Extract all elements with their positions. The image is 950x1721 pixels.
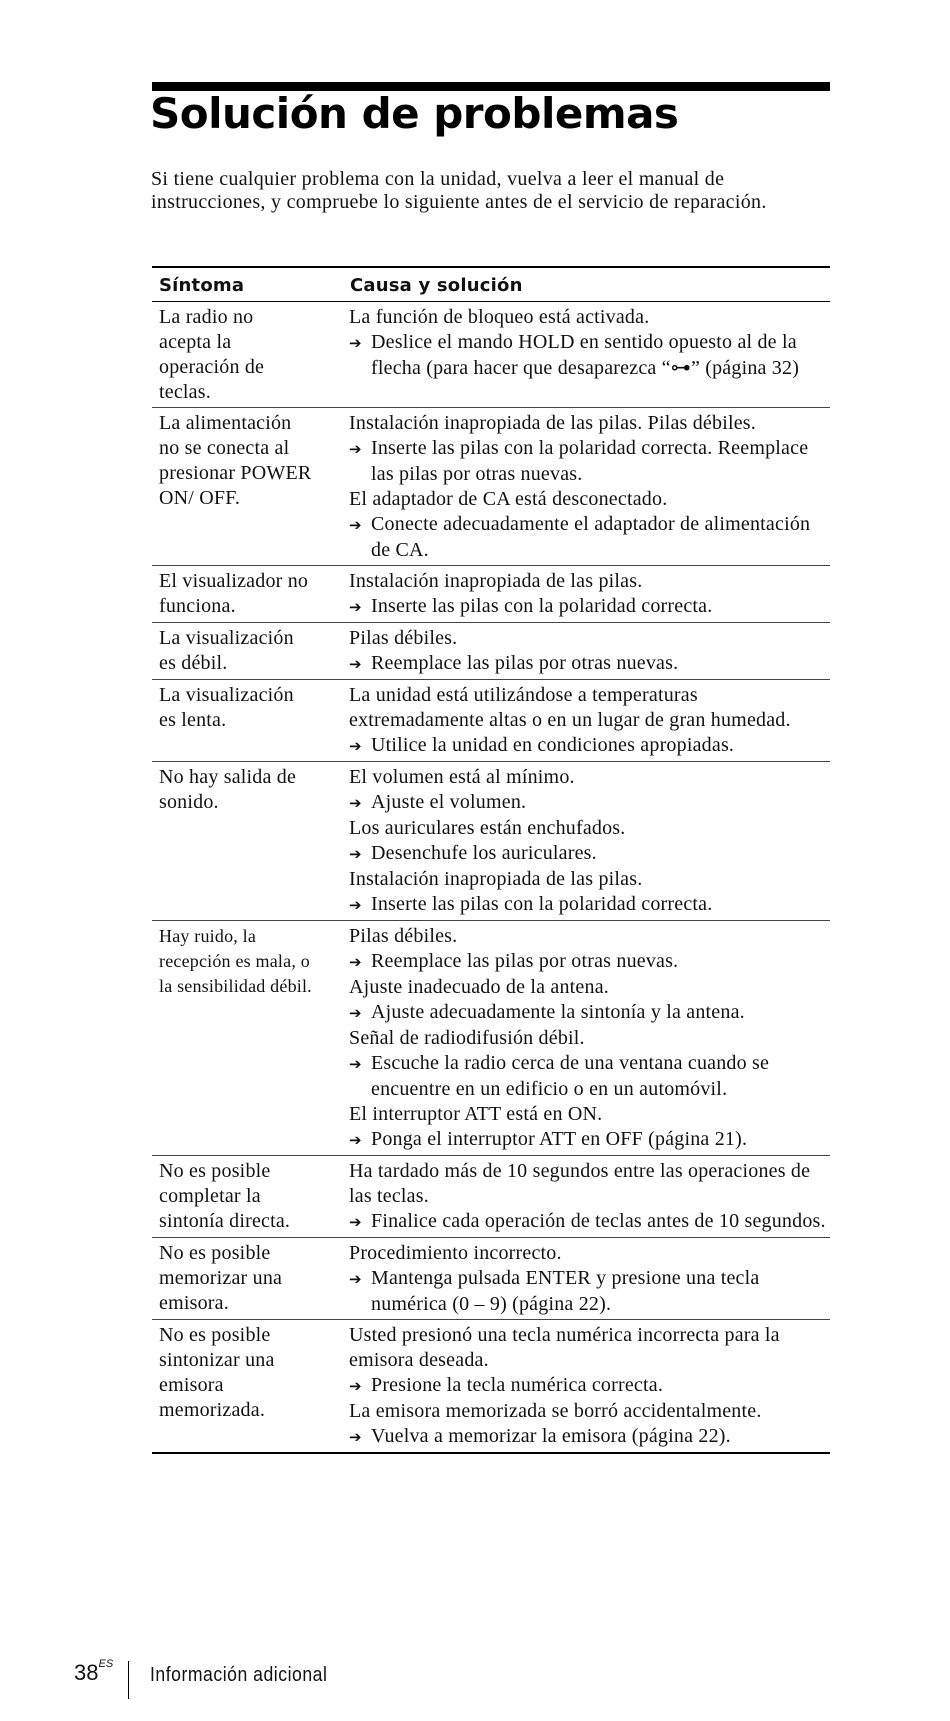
solution-text: Inserte las pilas con la polaridad correcta. — [371, 893, 713, 915]
cause-item — [349, 765, 828, 790]
solution-text: Ponga el interruptor ATT en OFF (página 21). — [371, 1128, 748, 1150]
symptom-text: operación de — [159, 356, 265, 378]
table-row — [152, 921, 830, 1156]
arrow-right-icon: ➔ — [349, 598, 362, 616]
arrow-right-icon: ➔ — [349, 440, 362, 458]
symptom-text: ON/ OFF. — [159, 487, 241, 509]
symptom-text: sintonía directa. — [159, 1210, 291, 1232]
cause-text: Usted presionó una tecla numérica incorrecta para la emisora deseada. — [349, 1324, 780, 1371]
cause-cell — [343, 566, 830, 623]
cause-cell — [343, 1156, 830, 1238]
symptom-text: emisora. — [159, 1292, 229, 1314]
solution-item — [349, 330, 828, 381]
solution-item — [349, 651, 828, 677]
symptom-text: La visualización — [159, 627, 294, 649]
arrow-right-icon: ➔ — [349, 1213, 362, 1231]
symptom-cell — [152, 302, 343, 408]
table-body — [152, 302, 830, 1454]
arrow-right-icon: ➔ — [349, 1270, 362, 1288]
troubleshooting-table — [152, 266, 830, 1454]
symptom-text: La alimentación — [159, 412, 292, 434]
solution-text: Vuelva a memorizar la emisora (página 22). — [371, 1425, 731, 1447]
solution-text: Ajuste el volumen. — [371, 791, 527, 813]
table-row — [152, 302, 830, 408]
cause-item — [349, 1323, 828, 1373]
cause-cell — [343, 623, 830, 680]
cause-text: El interruptor ATT está en ON. — [349, 1103, 603, 1125]
symptom-text: No hay salida de — [159, 766, 297, 788]
symptom-text: No es posible — [159, 1242, 271, 1264]
symptom-text: completar la — [159, 1185, 261, 1207]
cause-cell — [343, 1320, 830, 1454]
symptom-text: La radio no — [159, 306, 254, 328]
solution-text: Deslice el mando HOLD en sentido opuesto al de la flecha (para hacer que desaparezca “⊶” (página 32) — [371, 331, 800, 379]
solution-text: Desenchufe los auriculares. — [371, 842, 597, 864]
symptom-cell — [152, 566, 343, 623]
symptom-cell — [152, 623, 343, 680]
cause-text: Pilas débiles. — [349, 627, 458, 649]
solution-item — [349, 436, 828, 487]
cause-item — [349, 487, 828, 512]
table-row — [152, 566, 830, 623]
symptom-text: funciona. — [159, 595, 236, 617]
cause-text: La unidad está utilizándose a temperaturas extremadamente altas o en un lugar de gran humedad. — [349, 684, 791, 731]
page-title: Solución de problemas — [150, 89, 679, 138]
symptom-text: emisora — [159, 1374, 224, 1396]
cause-item — [349, 1102, 828, 1127]
symptom-cell — [152, 408, 343, 566]
symptom-cell — [152, 1320, 343, 1454]
symptom-text: No es posible — [159, 1324, 271, 1346]
intro-paragraph: Si tiene cualquier problema con la unidad, vuelva a leer el manual de instrucciones, y compruebe lo siguiente antes de el servicio de reparación. — [151, 168, 767, 213]
solution-text: Escuche la radio cerca de una ventana cuando se encuentre en un edificio o en un automóvil. — [371, 1052, 770, 1100]
cause-text: Ha tardado más de 10 segundos entre las operaciones de las teclas. — [349, 1160, 811, 1207]
solution-text: Utilice la unidad en condiciones apropiadas. — [371, 734, 735, 756]
cause-item — [349, 1159, 828, 1209]
cause-text: Pilas débiles. — [349, 925, 458, 947]
table-header-row — [152, 267, 830, 302]
cause-text: Instalación inapropiada de las pilas. Pilas débiles. — [349, 412, 756, 434]
footer-divider — [128, 1661, 129, 1699]
cause-column-header: Causa y solución — [343, 267, 830, 302]
symptom-text: acepta la — [159, 331, 232, 353]
cause-item — [349, 683, 828, 733]
footer-section-title: Información adicional — [150, 1664, 328, 1686]
cause-text: La emisora memorizada se borró accidentalmente. — [349, 1400, 762, 1422]
solution-text: Inserte las pilas con la polaridad correcta. — [371, 595, 713, 617]
arrow-right-icon: ➔ — [349, 1377, 362, 1395]
arrow-right-icon: ➔ — [349, 1004, 362, 1022]
solution-item — [349, 841, 828, 867]
solution-item — [349, 1424, 828, 1450]
symptom-text: La visualización — [159, 684, 294, 706]
symptom-text: recepción es mala, o — [159, 951, 310, 971]
symptom-text: memorizar una — [159, 1267, 283, 1289]
cause-cell — [343, 680, 830, 762]
cause-text: El volumen está al mínimo. — [349, 766, 575, 788]
cause-item — [349, 626, 828, 651]
solution-item — [349, 790, 828, 816]
table-row — [152, 408, 830, 566]
solution-item — [349, 1373, 828, 1399]
symptom-text: Hay ruido, la — [159, 926, 257, 946]
table-row — [152, 680, 830, 762]
symptom-text: teclas. — [159, 381, 211, 403]
cause-cell — [343, 408, 830, 566]
solution-text: Reemplace las pilas por otras nuevas. — [371, 950, 679, 972]
symptom-text: No es posible — [159, 1160, 271, 1182]
solution-item — [349, 1000, 828, 1026]
cause-item — [349, 305, 828, 330]
arrow-right-icon: ➔ — [349, 953, 362, 971]
symptom-cell — [152, 1238, 343, 1320]
cause-cell — [343, 921, 830, 1156]
symptom-text: presionar POWER — [159, 462, 312, 484]
cause-text: Señal de radiodifusión débil. — [349, 1027, 585, 1049]
cause-text: Los auriculares están enchufados. — [349, 817, 626, 839]
table-row — [152, 762, 830, 921]
cause-item — [349, 1241, 828, 1266]
cause-cell — [343, 302, 830, 408]
table-row — [152, 623, 830, 680]
solution-item — [349, 594, 828, 620]
symptom-text: El visualizador no — [159, 570, 309, 592]
table-row — [152, 1320, 830, 1454]
arrow-right-icon: ➔ — [349, 845, 362, 863]
cause-item — [349, 569, 828, 594]
symptom-text: no se conecta al — [159, 437, 290, 459]
cause-text: Procedimiento incorrecto. — [349, 1242, 562, 1264]
symptom-cell — [152, 1156, 343, 1238]
symptom-text: es lenta. — [159, 709, 227, 731]
symptom-text: sonido. — [159, 791, 219, 813]
cause-text: Instalación inapropiada de las pilas. — [349, 868, 643, 890]
symptom-cell — [152, 762, 343, 921]
symptom-text: memorizada. — [159, 1399, 266, 1421]
arrow-right-icon: ➔ — [349, 1428, 362, 1446]
cause-item — [349, 411, 828, 436]
solution-item — [349, 1209, 828, 1235]
solution-item — [349, 733, 828, 759]
cause-cell — [343, 1238, 830, 1320]
cause-text: El adaptador de CA está desconectado. — [349, 488, 668, 510]
solution-text: Conecte adecuadamente el adaptador de alimentación de CA. — [371, 513, 811, 561]
arrow-right-icon: ➔ — [349, 516, 362, 534]
arrow-right-icon: ➔ — [349, 334, 362, 352]
cause-text: La función de bloqueo está activada. — [349, 306, 650, 328]
solution-item — [349, 1127, 828, 1153]
symptom-column-header: Síntoma — [152, 267, 343, 302]
solution-item — [349, 512, 828, 563]
symptom-text: es débil. — [159, 652, 228, 674]
symptom-cell — [152, 921, 343, 1156]
cause-cell — [343, 762, 830, 921]
cause-text: Instalación inapropiada de las pilas. — [349, 570, 643, 592]
solution-text: Mantenga pulsada ENTER y presione una tecla numérica (0 – 9) (página 22). — [371, 1267, 760, 1315]
cause-item — [349, 975, 828, 1000]
symptom-text: sintonizar una — [159, 1349, 275, 1371]
arrow-right-icon: ➔ — [349, 737, 362, 755]
arrow-right-icon: ➔ — [349, 655, 362, 673]
solution-item — [349, 949, 828, 975]
arrow-right-icon: ➔ — [349, 896, 362, 914]
cause-item — [349, 867, 828, 892]
cause-item — [349, 1026, 828, 1051]
solution-item — [349, 1266, 828, 1317]
solution-text: Inserte las pilas con la polaridad correcta. Reemplace las pilas por otras nuevas. — [371, 437, 809, 485]
page-language-code: ES — [98, 1658, 114, 1670]
table-row — [152, 1238, 830, 1320]
solution-item — [349, 892, 828, 918]
page-footer — [74, 1660, 113, 1686]
page-number: 38 — [74, 1660, 99, 1685]
cause-item — [349, 816, 828, 841]
solution-item — [349, 1051, 828, 1102]
solution-text: Finalice cada operación de teclas antes de 10 segundos. — [371, 1210, 826, 1232]
arrow-right-icon: ➔ — [349, 794, 362, 812]
arrow-right-icon: ➔ — [349, 1131, 362, 1149]
solution-text: Ajuste adecuadamente la sintonía y la antena. — [371, 1001, 745, 1023]
symptom-cell — [152, 680, 343, 762]
solution-text: Reemplace las pilas por otras nuevas. — [371, 652, 679, 674]
cause-item — [349, 1399, 828, 1424]
arrow-right-icon: ➔ — [349, 1055, 362, 1073]
cause-text: Ajuste inadecuado de la antena. — [349, 976, 609, 998]
solution-text: Presione la tecla numérica correcta. — [371, 1374, 664, 1396]
table-row — [152, 1156, 830, 1238]
symptom-text: la sensibilidad débil. — [159, 976, 312, 996]
cause-item — [349, 924, 828, 949]
